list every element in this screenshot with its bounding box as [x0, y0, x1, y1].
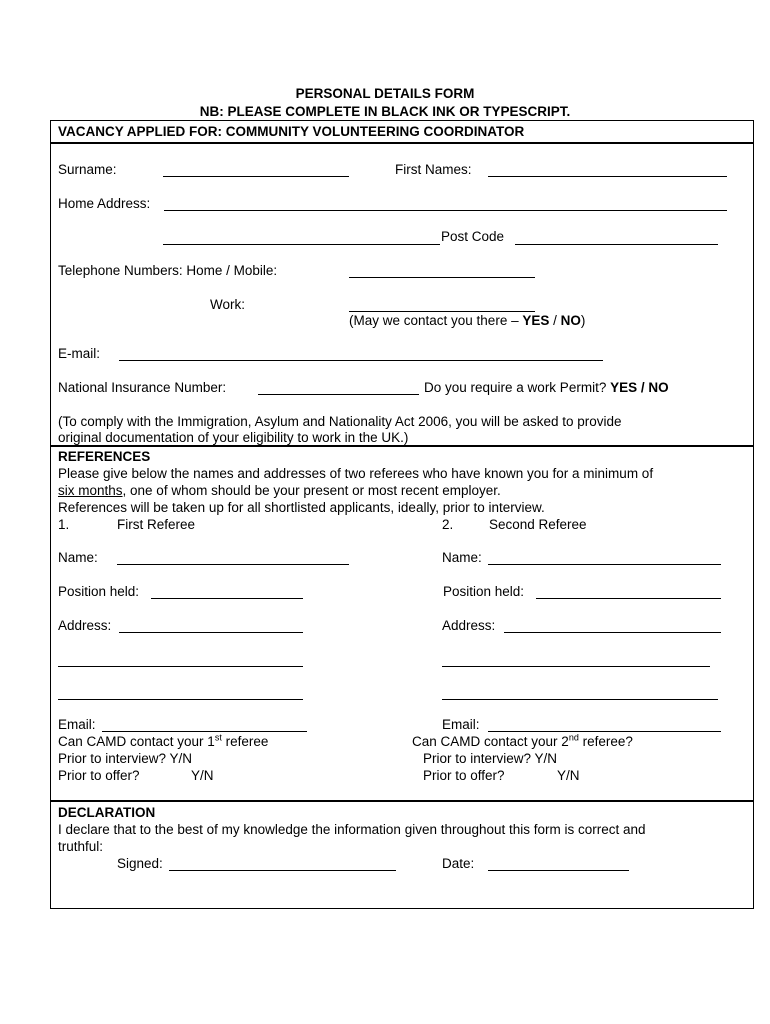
ref1-email-label: Email:	[58, 717, 96, 732]
ref2-address-field-2[interactable]	[442, 650, 710, 667]
ref2-prior-offer-label: Prior to offer?	[423, 768, 505, 783]
work-phone-label: Work:	[210, 297, 246, 312]
second-referee-number: 2.	[442, 517, 454, 532]
first-referee-title: First Referee	[117, 517, 196, 532]
home-address-label: Home Address:	[58, 196, 151, 211]
ni-field[interactable]	[258, 378, 419, 395]
first-names-label: First Names:	[395, 162, 472, 177]
contact-separator: /	[549, 313, 561, 328]
contact-yes-option[interactable]: YES	[522, 313, 550, 328]
declaration-heading: DECLARATION	[58, 805, 156, 820]
immigration-note-line2: original documentation of your eligibility to work in the UK.)	[58, 430, 409, 445]
ref1-address-field-2[interactable]	[58, 650, 303, 667]
ref2-prior-interview[interactable]: Prior to interview? Y/N	[423, 751, 558, 766]
ref2-contact-question	[412, 734, 633, 750]
ref1-contact-post: referee	[221, 734, 269, 749]
ref1-email-field[interactable]	[102, 715, 307, 732]
declaration-text-line2: truthful:	[58, 839, 104, 854]
surname-label: Surname:	[58, 162, 117, 177]
ref2-name-field[interactable]	[488, 548, 721, 565]
permit-no-option[interactable]: NO	[648, 380, 669, 395]
declaration-text-line1: I declare that to the best of my knowledge the information given throughout this form is correct and	[58, 822, 646, 837]
surname-field[interactable]	[163, 160, 349, 177]
work-phone-field[interactable]	[349, 295, 535, 312]
ref1-prior-offer-label: Prior to offer?	[58, 768, 140, 783]
ref1-contact-sup: st	[214, 732, 222, 743]
vacancy-title: VACANCY APPLIED FOR: COMMUNITY VOLUNTEERING COORDINATOR	[58, 124, 525, 139]
home-address-field-2[interactable]	[163, 228, 440, 245]
post-code-field[interactable]	[515, 228, 718, 245]
ref2-prior-offer-yn[interactable]: Y/N	[557, 768, 580, 783]
references-heading: REFERENCES	[58, 449, 151, 464]
ref2-position-field[interactable]	[536, 582, 721, 599]
ref2-contact-sup: nd	[568, 732, 579, 743]
references-intro-line2	[58, 483, 501, 499]
references-intro-line3: References will be taken up for all shortlisted applicants, ideally, prior to interview.	[58, 500, 545, 515]
references-intro-line1: Please give below the names and addresses of two referees who have known you for a minimum of	[58, 466, 654, 481]
contact-permission-text	[349, 313, 585, 329]
ref2-contact-post: referee?	[578, 734, 633, 749]
ni-label: National Insurance Number:	[58, 380, 227, 395]
permit-separator: /	[637, 380, 649, 395]
second-referee-title: Second Referee	[489, 517, 587, 532]
ref1-contact-pre: Can CAMD contact your 1	[58, 734, 215, 749]
ref1-name-field[interactable]	[117, 548, 349, 565]
post-code-label: Post Code	[441, 229, 505, 244]
first-names-field[interactable]	[488, 160, 727, 177]
form-subtitle: NB: PLEASE COMPLETE IN BLACK INK OR TYPESCRIPT.	[199, 104, 571, 119]
ref2-name-label: Name:	[442, 550, 482, 565]
ref1-address-label: Address:	[58, 618, 112, 633]
ref1-contact-question	[58, 734, 268, 750]
ref2-position-label: Position held:	[443, 584, 525, 599]
email-label: E-mail:	[58, 346, 101, 361]
contact-no-option[interactable]: NO	[560, 313, 581, 328]
contact-suffix: )	[580, 313, 586, 328]
ref2-email-field[interactable]	[488, 715, 721, 732]
signed-label: Signed:	[117, 856, 163, 871]
signature-field[interactable]	[169, 854, 396, 871]
telephone-label: Telephone Numbers: Home / Mobile:	[58, 263, 278, 278]
contact-prefix: (May we contact you there –	[349, 313, 523, 328]
home-phone-field[interactable]	[349, 261, 535, 278]
date-label: Date:	[442, 856, 475, 871]
date-field[interactable]	[488, 854, 629, 871]
six-months-text: six months	[58, 483, 123, 498]
ref1-prior-interview[interactable]: Prior to interview? Y/N	[58, 751, 193, 766]
immigration-note-line1: (To comply with the Immigration, Asylum and Nationality Act 2006, you will be asked to provide	[58, 414, 622, 429]
ref2-address-field-3[interactable]	[442, 683, 718, 700]
ref1-name-label: Name:	[58, 550, 98, 565]
ref1-position-label: Position held:	[58, 584, 140, 599]
ref2-contact-pre: Can CAMD contact your 2	[412, 734, 569, 749]
permit-yes-option[interactable]: YES	[610, 380, 638, 395]
ref1-address-field-3[interactable]	[58, 683, 303, 700]
ref2-email-label: Email:	[442, 717, 480, 732]
ref2-address-field-1[interactable]	[504, 616, 721, 633]
home-address-field-1[interactable]	[164, 194, 727, 211]
first-referee-number: 1.	[58, 517, 70, 532]
references-intro-line2-rest: , one of whom should be your present or most recent employer.	[122, 483, 501, 498]
ref1-position-field[interactable]	[151, 582, 303, 599]
ref1-address-field-1[interactable]	[119, 616, 303, 633]
email-field[interactable]	[119, 344, 603, 361]
work-permit-question	[424, 380, 669, 396]
work-permit-label: Do you require a work Permit?	[424, 380, 607, 395]
ref1-prior-offer-yn[interactable]: Y/N	[191, 768, 214, 783]
ref2-address-label: Address:	[442, 618, 496, 633]
declaration-section	[50, 800, 754, 909]
form-title: PERSONAL DETAILS FORM	[295, 86, 475, 101]
